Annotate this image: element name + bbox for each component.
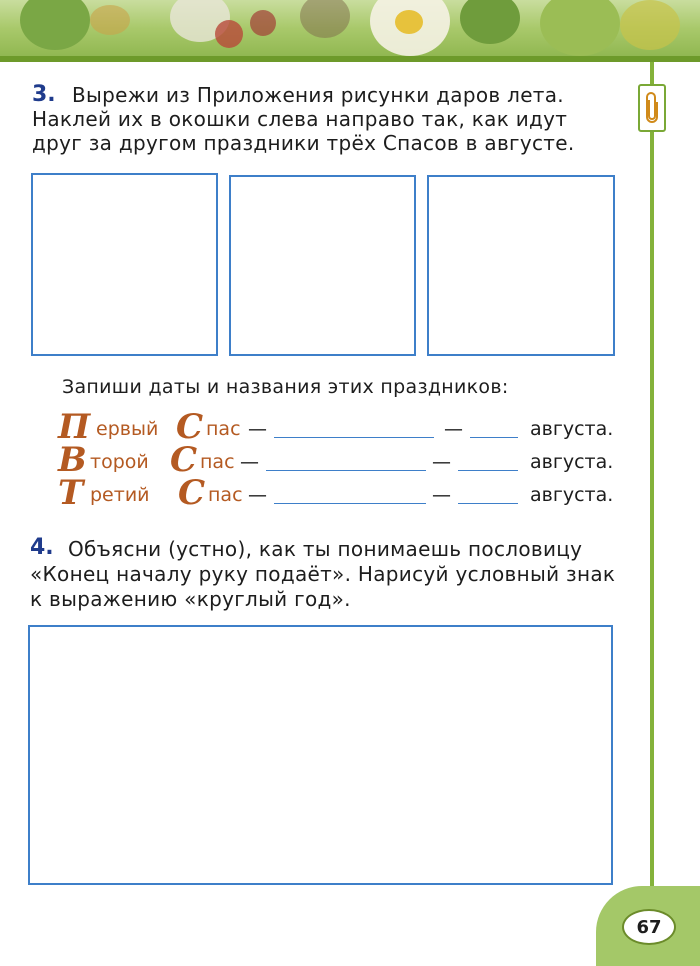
holiday-row-3 xyxy=(58,473,618,513)
task3-line1: Вырежи из Приложения рисунки даров лета. xyxy=(72,83,564,107)
picture-box-3[interactable] xyxy=(427,175,615,356)
dash: — xyxy=(248,418,267,440)
date-blank[interactable] xyxy=(266,469,426,471)
spas-word: пас xyxy=(206,418,241,440)
spas-word: пас xyxy=(200,451,235,473)
dash: — xyxy=(444,418,463,440)
page-number: 67 xyxy=(622,909,676,945)
holiday-initial: Т xyxy=(58,473,84,513)
task4-number: 4. xyxy=(30,535,54,560)
holiday-row-2 xyxy=(58,440,618,480)
date-blank[interactable] xyxy=(274,436,434,438)
header-banner xyxy=(0,0,700,62)
day-blank[interactable] xyxy=(458,469,518,471)
task3-line2: Наклей их в окошки слева направо так, как идут xyxy=(32,107,568,131)
day-blank[interactable] xyxy=(458,502,518,504)
task4-line1: Объясни (устно), как ты понимаешь пословицу xyxy=(68,537,583,561)
header-stripe xyxy=(0,56,700,62)
paperclip-icon xyxy=(638,84,666,132)
day-blank[interactable] xyxy=(470,436,518,438)
dash: — xyxy=(248,484,267,506)
holiday-row-1 xyxy=(58,407,618,447)
spas-initial: С xyxy=(170,440,198,480)
margin-rule xyxy=(650,62,654,912)
holiday-name: торой xyxy=(90,451,149,473)
dash: — xyxy=(432,451,451,473)
task3-line3: друг за другом праздники трёх Спасов в августе. xyxy=(32,131,575,155)
holiday-initial: В xyxy=(58,440,87,480)
spas-initial: С xyxy=(178,473,206,513)
spas-word: пас xyxy=(208,484,243,506)
holiday-name: ервый xyxy=(96,418,159,440)
dash: — xyxy=(240,451,259,473)
date-blank[interactable] xyxy=(274,502,426,504)
month-label: августа. xyxy=(530,484,614,506)
month-label: августа. xyxy=(530,451,614,473)
task4-line3: к выражению «круглый год». xyxy=(30,587,351,611)
picture-box-2[interactable] xyxy=(229,175,416,356)
subtask-instruction: Запиши даты и названия этих праздников: xyxy=(62,376,509,398)
dash: — xyxy=(432,484,451,506)
holiday-name: ретий xyxy=(90,484,150,506)
month-label: августа. xyxy=(530,418,614,440)
picture-box-1[interactable] xyxy=(31,173,218,356)
spas-initial: С xyxy=(176,407,204,447)
drawing-box[interactable] xyxy=(28,625,613,885)
task4-line2: «Конец началу руку подаёт». Нарисуй условный знак xyxy=(30,562,616,586)
holiday-initial: П xyxy=(58,407,91,447)
task3-number: 3. xyxy=(32,82,56,107)
